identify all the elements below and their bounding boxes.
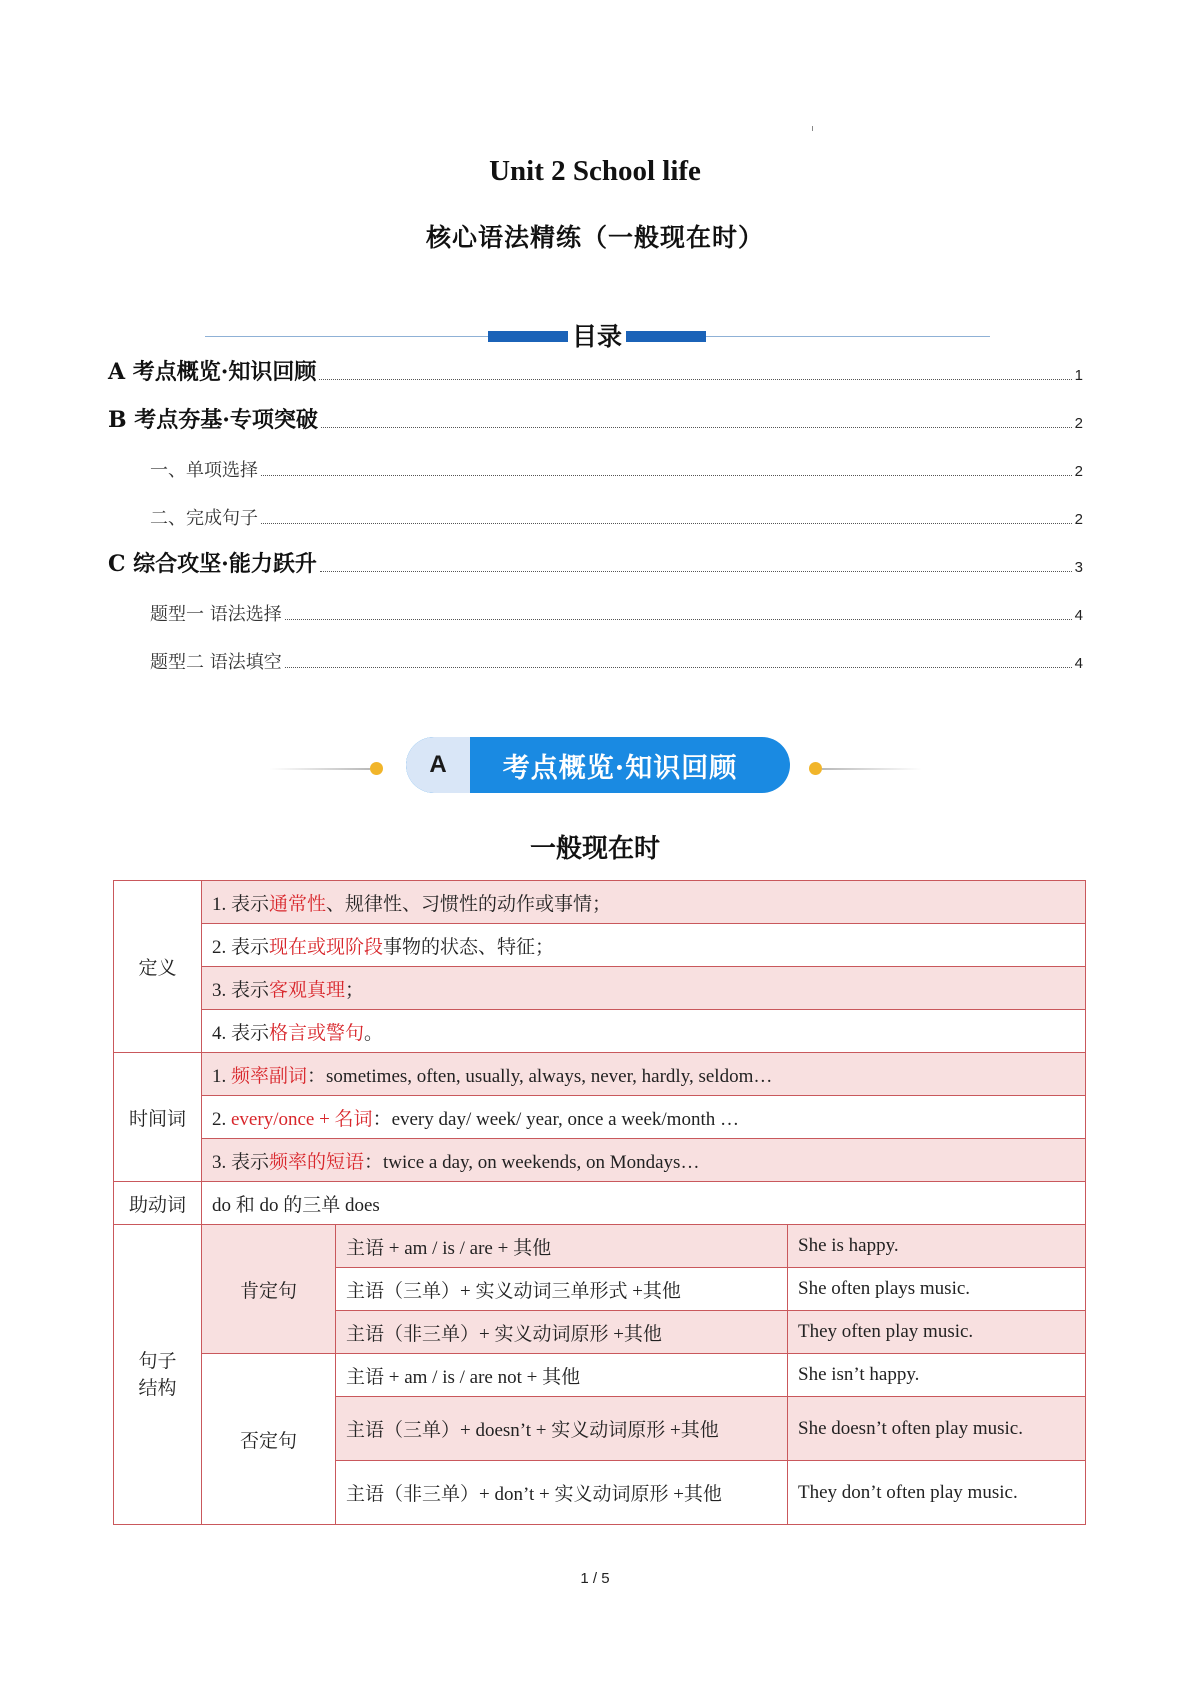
page-number: 1 / 5	[580, 1570, 610, 1587]
toc-entry-page: 4	[1074, 607, 1083, 624]
table-row	[114, 967, 1086, 1010]
definition-item: 3. 表示客观真理；	[202, 967, 1086, 1010]
toc-entry-label: A 考点概览·知识回顾	[108, 359, 317, 385]
toc-heading: 目录	[568, 317, 626, 353]
banner-dot-left	[370, 762, 383, 775]
table-row	[114, 1354, 1086, 1397]
toc-leader-dots	[321, 427, 1072, 428]
definition-header: 定义	[114, 881, 202, 1053]
table-row	[114, 1225, 1086, 1268]
table-row	[114, 1182, 1086, 1225]
example-cell: She isn’t happy.	[788, 1354, 1086, 1397]
section-heading: 一般现在时	[529, 834, 660, 864]
toc-leader-dots	[285, 667, 1072, 668]
table-row	[114, 924, 1086, 967]
toc-leader-dots	[261, 475, 1072, 476]
toc-entry-label: 题型二 语法填空	[150, 652, 282, 673]
table-row	[114, 881, 1086, 924]
toc-heading-bar-left	[488, 331, 568, 342]
toc-entry-page: 2	[1074, 463, 1083, 480]
table-row	[114, 1139, 1086, 1182]
section-a-title: 考点概览·知识回顾	[502, 752, 738, 784]
toc-entry-page: 3	[1074, 559, 1083, 576]
toc-entry-page: 1	[1074, 367, 1083, 384]
auxiliary-content: do 和 do 的三单 does	[202, 1182, 1086, 1225]
time-word-item: 3. 表示频率的短语：twice a day, on weekends, on Mondays…	[202, 1139, 1086, 1182]
pattern-cell: 主语（非三单）+ 实义动词原形 +其他	[336, 1311, 788, 1354]
banner-line-right	[822, 768, 922, 770]
example-cell: She is happy.	[788, 1225, 1086, 1268]
table-row	[114, 1096, 1086, 1139]
toc-entry-label: 一、单项选择	[150, 460, 258, 481]
toc-leader-dots	[261, 523, 1072, 524]
section-a-banner	[406, 737, 790, 793]
pattern-cell: 主语（三单）+ doesn’t + 实义动词原形 +其他	[336, 1397, 788, 1461]
toc-entry-c[interactable]	[108, 548, 1083, 578]
toc-leader-dots	[320, 571, 1072, 572]
example-cell: She doesn’t often play music.	[788, 1397, 1086, 1461]
toc-entry-b[interactable]	[108, 404, 1083, 434]
pattern-cell: 主语（三单）+ 实义动词三单形式 +其他	[336, 1268, 788, 1311]
toc-entry-b-1[interactable]	[150, 452, 1083, 482]
structure-header: 句子 结构	[114, 1225, 202, 1525]
definition-item: 1. 表示通常性、规律性、习惯性的动作或事情；	[202, 881, 1086, 924]
toc-entry-page: 2	[1074, 511, 1083, 528]
toc-heading-bar-right	[626, 331, 706, 342]
banner-dot-right	[809, 762, 822, 775]
definition-item: 4. 表示格言或警句。	[202, 1010, 1086, 1053]
toc-entry-label: 题型一 语法选择	[150, 604, 282, 625]
auxiliary-header: 助动词	[114, 1182, 202, 1225]
toc-entry-a[interactable]	[108, 356, 1083, 386]
table-row	[114, 1010, 1086, 1053]
toc-entry-c-2[interactable]	[150, 644, 1083, 674]
definition-item: 2. 表示现在或现阶段事物的状态、特征；	[202, 924, 1086, 967]
section-a-badge: A	[406, 737, 470, 793]
toc-entry-label: B 考点夯基·专项突破	[108, 407, 318, 433]
example-cell: They don’t often play music.	[788, 1461, 1086, 1525]
time-word-item: 2. every/once + 名词：every day/ week/ year, once a week/month …	[202, 1096, 1086, 1139]
pattern-cell: 主语（非三单）+ don’t + 实义动词原形 +其他	[336, 1461, 788, 1525]
document-title: Unit 2 School life	[489, 155, 701, 187]
negative-label: 否定句	[202, 1354, 336, 1525]
pattern-cell: 主语 + am / is / are + 其他	[336, 1225, 788, 1268]
example-cell: She often plays music.	[788, 1268, 1086, 1311]
toc-leader-dots	[319, 379, 1071, 380]
document-subtitle: 核心语法精练（一般现在时）	[425, 223, 764, 252]
toc-entry-page: 2	[1074, 415, 1083, 432]
grammar-table	[113, 880, 1086, 1525]
table-row	[114, 1053, 1086, 1096]
header-mark	[812, 126, 813, 131]
example-cell: They often play music.	[788, 1311, 1086, 1354]
toc-entry-page: 4	[1074, 655, 1083, 672]
toc-entry-c-1[interactable]	[150, 596, 1083, 626]
time-words-header: 时间词	[114, 1053, 202, 1182]
toc-entry-label: C 综合攻坚·能力跃升	[108, 551, 317, 577]
banner-line-left	[270, 768, 370, 770]
toc-entry-b-2[interactable]	[150, 500, 1083, 530]
pattern-cell: 主语 + am / is / are not + 其他	[336, 1354, 788, 1397]
affirmative-label: 肯定句	[202, 1225, 336, 1354]
toc-entry-label: 二、完成句子	[150, 508, 258, 529]
time-word-item: 1. 频率副词：sometimes, often, usually, always, never, hardly, seldom…	[202, 1053, 1086, 1096]
toc-leader-dots	[285, 619, 1072, 620]
